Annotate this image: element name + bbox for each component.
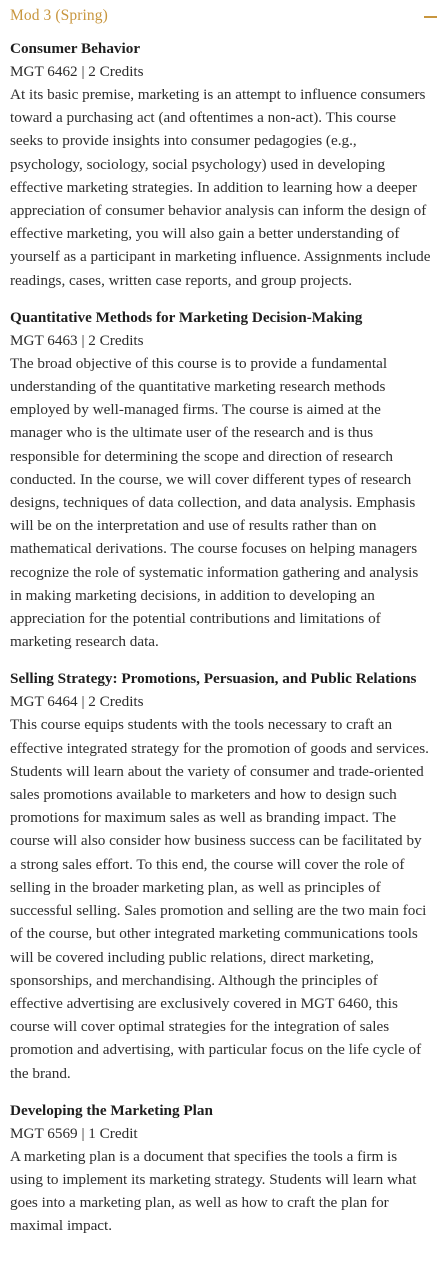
course-description: The broad objective of this course is to provide a fundamental understanding of the quantitative marketing research methods employed by well-managed firms. The course is aimed at the manager who is the ultimate user of the research and is thus responsible for determining the scope and direction of research conducted. In the course, we will cover different types of research designs, techniques of data collection, and data analysis. Emphasis will be on the interpretation and use of results rather than on mathematical derivations. The course focuses on helping managers recognize the role of systematic information gathering and analysis in making marketing decisions, in addition to developing an appreciation for the potential contributions and limitations of marketing research data. xyxy=(10,354,419,651)
accordion-body xyxy=(0,34,443,1238)
course-item xyxy=(10,667,431,1084)
course-code-credits: MGT 6462 | 2 Credits xyxy=(10,63,144,80)
course-item xyxy=(10,1099,431,1238)
course-title: Consumer Behavior xyxy=(10,40,141,57)
course-title: Selling Strategy: Promotions, Persuasion, and Public Relations xyxy=(10,670,417,688)
course-item xyxy=(10,37,431,292)
course-code-credits: MGT 6464 | 2 Credits xyxy=(10,693,144,711)
course-description: At its basic premise, marketing is an attempt to influence consumers toward a purchasing act (and oftentimes a non-act). This course seeks to provide insights into consumer pedagogies (e.g., psychology, sociology, social psychology) used in developing effective marketing strategies. In addition to learning how a deeper appreciation of consumer behavior analysis can inform the design of effective marketing, you will also gain a better understanding of yourself as a participant in marketing influence. Assignments include readings, cases, written case reports, and group projects. xyxy=(10,86,431,289)
course-description: This course equips students with the tools necessary to craft an effective integrated strategy for the promotion of goods and services. Students will learn about the variety of consumer and trade-oriented sales promotions available to marketers and how to design such promotions for maximum sales as well as branding impact. The course will also consider how business success can be facilitated by a strong sales effort. To this end, the course will cover the role of selling in the broader marketing plan, as well as principles of successful selling. Sales promotion and selling are the two main foci of the course, but other integrated marketing communications tools will be covered including public relations, direct marketing, sponsorships, and merchandising. Although the principles of effective advertising are exclusively covered in MGT 6460, this course will cover optimal strategies for the integration of sales promotion and advertising, with particular focus on the life cycle of the brand. xyxy=(10,716,429,1082)
minus-icon[interactable] xyxy=(424,16,437,18)
course-code-credits: MGT 6569 | 1 Credit xyxy=(10,1124,138,1142)
course-code-credits: MGT 6463 | 2 Credits xyxy=(10,331,144,349)
course-title: Developing the Marketing Plan xyxy=(10,1101,213,1119)
course-item xyxy=(10,306,431,654)
accordion-header[interactable] xyxy=(0,0,443,34)
section-title[interactable]: Mod 3 (Spring) xyxy=(10,7,108,24)
course-title: Quantitative Methods for Marketing Decision-Making xyxy=(10,308,363,326)
course-description: A marketing plan is a document that specifies the tools a firm is using to implement its marketing strategy. Students will learn what goes into a marketing plan, as well as how to craft the plan for maximal impact. xyxy=(10,1147,417,1235)
